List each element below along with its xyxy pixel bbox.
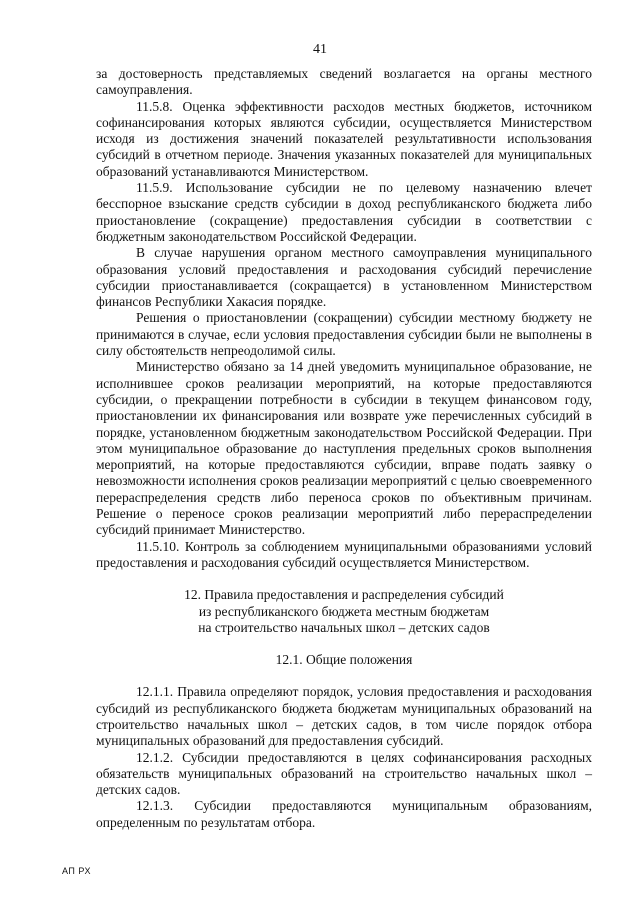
section-title: [96, 587, 592, 636]
section-title-line: из республиканского бюджета местным бюджетам: [198, 603, 490, 619]
subsection-title: 12.1. Общие положения: [275, 652, 413, 668]
paragraph: за достоверность представляемых сведений возлагается на органы местного самоуправления.: [96, 66, 592, 98]
section-title-line: 12. Правила предоставления и распределения субсидий: [184, 587, 504, 603]
document-body: [96, 66, 592, 831]
paragraph: Министерство обязано за 14 дней уведомить муниципальное образование, не исполнившее сроков реализации мероприятий, на которые предоставляются субсидии, о прекращении потребности в субсидии в текущем финансовом году, приостановлении их финансирования или возврате уже перечисленных субсидий в порядке, установленном бюджетным законодательством Российской Федерации. При этом муниципальное образование до наступления предельных сроков выполнения мероприятий, на которые предоставляются субсидии, вправе подать заявку о невозможности исполнения сроков реализации мероприятий с целью своевременного перераспределения средств либо переноса сроков по объективным причинам. Решение о переносе сроков реализации мероприятий либо перераспределении субсидий принимает Министерство.: [96, 359, 592, 538]
page-number: 41: [313, 42, 327, 57]
paragraph: 11.5.10. Контроль за соблюдением муниципальными образованиями условий предоставления и расходования субсидий осуществляется Министерством.: [96, 538, 592, 570]
section-title-line: на строительство начальных школ – детских садов: [198, 619, 490, 635]
paragraph: 12.1.1. Правила определяют порядок, условия предоставления и расходования субсидий из республиканского бюджета бюджетам муниципальных образований на строительство начальных школ – детских садов, в том числе порядок отбора муниципальных образований для предоставления субсидий.: [96, 684, 592, 749]
paragraph: Решения о приостановлении (сокращении) субсидии местному бюджету не принимаются в случае, если условия предоставления субсидии были не выполнены в силу обстоятельств непреодолимой силы.: [96, 310, 592, 359]
paragraph: 11.5.8. Оценка эффективности расходов местных бюджетов, источником софинансирования которых являются субсидии, осуществляется Министерством исходя из достижения значений показателей результативности использования субсидий в отчетном периоде. Значения указанных показателей для муниципальных образований устанавливаются Министерством.: [96, 98, 592, 179]
paragraph: 12.1.2. Субсидии предоставляются в целях софинансирования расходных обязательств муниципальных образований на строительство начальных школ – детских садов.: [96, 749, 592, 798]
footer-mark: АП РХ: [62, 866, 91, 876]
paragraph: 11.5.9. Использование субсидии не по целевому назначению влечет бесспорное взыскание средств субсидии в доход республиканского бюджета либо приостановление (сокращение) предоставления субсидии в соответствии с бюджетным законодательством Российской Федерации.: [96, 180, 592, 244]
paragraph: 12.1.3. Субсидии предоставляются муниципальным образованиям, определенным по результатам отбора.: [96, 798, 592, 830]
paragraph: В случае нарушения органом местного самоуправления муниципального образования условий предоставления и расходования субсидий перечисление субсидии приостанавливается (сокращается) в установленном Министерством финансов Республики Хакасия порядке.: [96, 245, 592, 310]
